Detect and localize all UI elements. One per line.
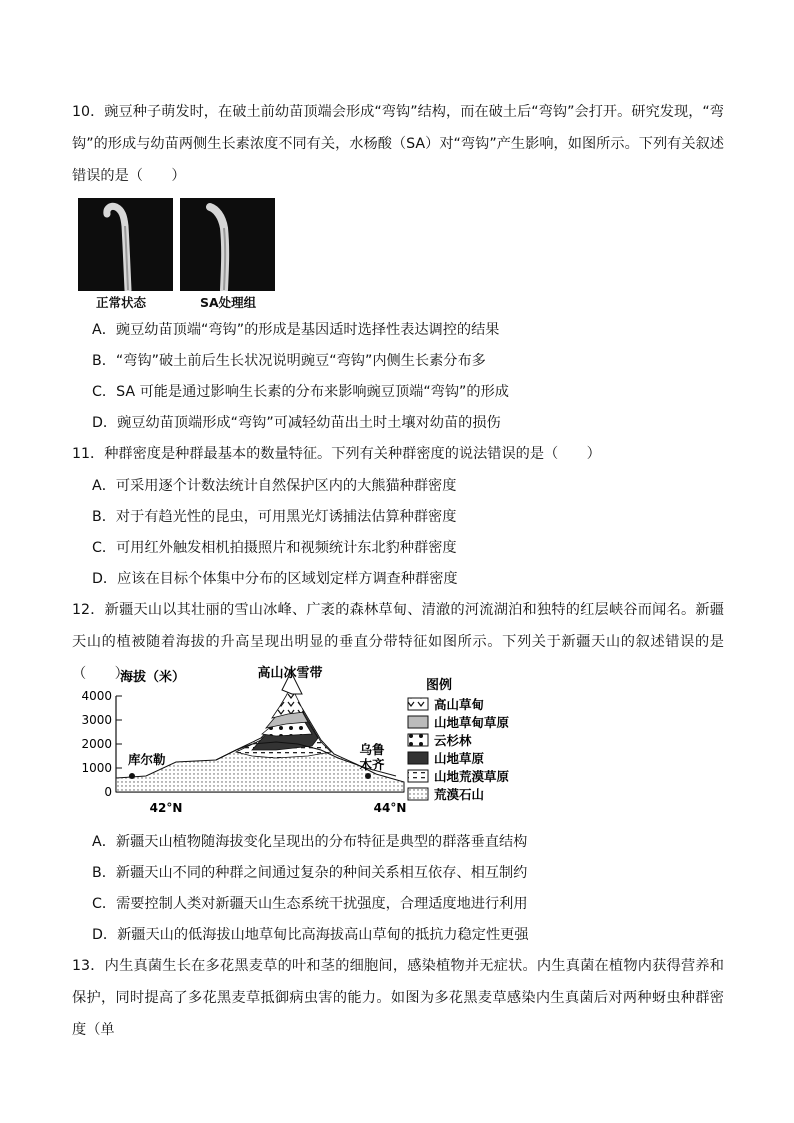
tianshan-vegetation-figure [76,660,536,820]
y-tick-label: 0 [104,785,112,799]
legend [408,677,510,802]
q11-option-d: D．应该在目标个体集中分布的区域划定样方调查种群密度 [92,571,458,587]
q13-stem: 13．内生真菌生长在多花黑麦草的叶和茎的细胞间，感染植物并无症状。内生真菌在植物内获得营养和保护，同时提高了多花黑麦草抵御病虫害的能力。如图为多花黑麦草感染内生真菌后对两种蚜虫种群密度（单 [72,958,724,1038]
q12-stem: 12．新疆天山以其壮丽的雪山冰峰、广袤的森林草甸、清澈的河流湖泊和独特的红层峡谷而闻名。新疆天山的植被随着海拔的升高呈现出明显的垂直分带特征如图所示。下列关于新疆天山的叙述错误的是（ ） [72,602,724,682]
y-tick-label: 2000 [81,737,112,751]
x-tick-label: 42°N [149,801,183,815]
legend-item-mountain-steppe [408,751,485,766]
svg-text:高山草甸: 高山草甸 [434,697,485,712]
q12-option-a: A．新疆天山植物随海拔变化呈现出的分布特征是典型的群落垂直结构 [92,834,528,850]
seedling-photo-normal [78,198,173,291]
q10-option-d: D．豌豆幼苗顶端形成“弯钩”可减轻幼苗出土时土壤对幼苗的损伤 [92,415,501,431]
svg-text:山地草甸草原: 山地草甸草原 [434,715,510,730]
y-axis-label: 海拔（米） [120,670,186,685]
x-tick-label: 44°N [373,801,407,815]
korla-marker [129,773,135,779]
q12-option-b: B．新疆天山不同的种群之间通过复杂的种间关系相互依存、相互制约 [92,865,528,881]
peak-label: 高山冰雪带 [257,666,323,681]
q10-option-b: B．“弯钩”破土前后生长状况说明豌豆“弯钩”内侧生长素分布多 [92,353,486,369]
q10-stem: 10．豌豆种子萌发时，在破土前幼苗顶端会形成“弯钩”结构，而在破土后“弯钩”会打开。研究发现，“弯钩”的形成与幼苗两侧生长素浓度不同有关，水杨酸（SA）对“弯钩”产生影响，如图所示。下列有关叙述错误的是（ ） [72,104,724,184]
legend-item-spruce-forest [408,733,472,748]
q10-option-c: C．SA 可能是通过影响生长素的分布来影响豌豆顶端“弯钩”的形成 [92,384,509,400]
svg-text:荒漠石山: 荒漠石山 [434,787,485,802]
q11-stem: 11．种群密度是种群最基本的数量特征。下列有关种群密度的说法错误的是（ ） [72,446,601,462]
y-tick-label: 1000 [81,761,112,775]
caption-normal: 正常状态 [96,295,147,310]
city-label-urumqi-line2: 木齐 [359,757,385,772]
legend-item-desert-steppe [408,769,510,784]
q11-option-c: C．可用红外触发相机拍摄照片和视频统计东北豹种群密度 [92,540,457,556]
y-tick-label: 3000 [81,713,112,727]
mountain-profile [116,672,404,792]
q12-option-c: C．需要控制人类对新疆天山生态系统干扰强度，合理适度地进行利用 [92,896,528,912]
y-tick-label: 4000 [81,689,112,703]
legend-item-mountain-meadow-steppe [408,715,510,730]
legend-item-desert-rock [408,787,484,802]
legend-item-alpine-meadow [408,697,484,712]
svg-text:云杉林: 云杉林 [434,733,472,748]
seedling-photo-sa [180,198,275,291]
city-label-urumqi-line1: 乌鲁 [359,742,385,757]
city-label-korla: 库尔勒 [128,752,166,767]
q12-option-d: D．新疆天山的低海拔山地草甸比高海拔高山草甸的抵抗力稳定性更强 [92,927,529,943]
caption-sa: SA处理组 [200,295,257,310]
q11-option-a: A．可采用逐个计数法统计自然保护区内的大熊猫种群密度 [92,478,457,494]
q11-option-b: B．对于有趋光性的昆虫，可用黑光灯诱捕法估算种群密度 [92,509,457,525]
q10-option-a: A．豌豆幼苗顶端“弯钩”的形成是基因适时选择性表达调控的结果 [92,322,500,338]
svg-text:山地草原: 山地草原 [434,751,485,766]
urumqi-marker [365,773,371,779]
legend-title: 图例 [426,678,453,693]
svg-text:山地荒漠草原: 山地荒漠草原 [434,769,510,784]
